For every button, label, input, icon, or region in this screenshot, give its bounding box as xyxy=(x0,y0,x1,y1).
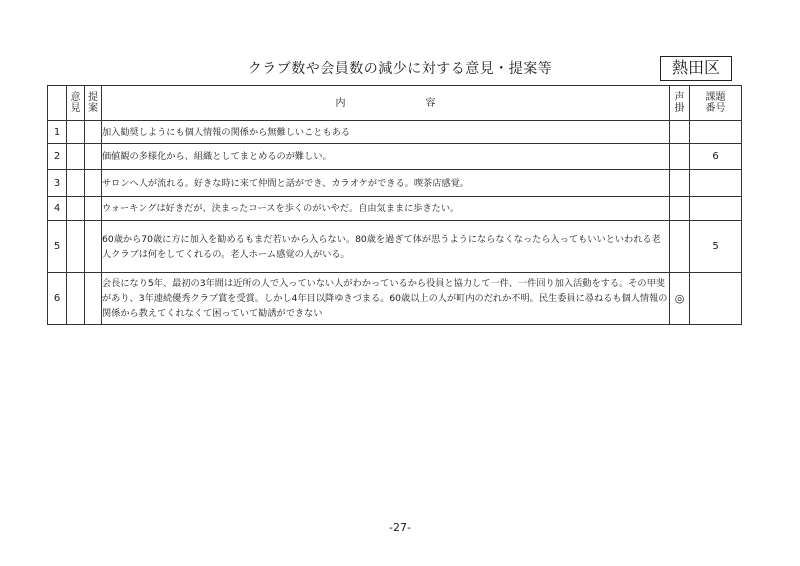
row-content: 加入勧奨しようにも個人情報の関係から無難しいこともある xyxy=(102,121,670,144)
table-row xyxy=(48,221,742,273)
opinion-cell xyxy=(67,221,85,273)
row-number: 3 xyxy=(48,170,67,197)
issue-number xyxy=(690,197,742,221)
table-row xyxy=(48,121,742,144)
voice-mark xyxy=(670,197,690,221)
row-number: 4 xyxy=(48,197,67,221)
page-title: クラブ数や会員数の減少に対する意見・提案等 xyxy=(247,61,553,77)
proposal-cell xyxy=(85,273,102,325)
proposal-cell xyxy=(85,121,102,144)
issue-number xyxy=(690,170,742,197)
table-row xyxy=(48,197,742,221)
row-content: 60歳から70歳に方に加入を勧めるもまだ若いから入らない。80歳を過ぎて体が思うようにならなくなったら入ってもいいといわれる老人クラブは何をしてくれるの。老人ホーム感覚の人がいる。 xyxy=(102,221,670,273)
table-row xyxy=(48,273,742,325)
header-opinion: 意見 xyxy=(67,86,85,121)
opinion-cell xyxy=(67,273,85,325)
row-content: サロンへ人が流れる。好きな時に来て仲間と話ができ、カラオケができる。喫茶店感覚。 xyxy=(102,170,670,197)
header-voice: 声掛 xyxy=(670,86,690,121)
issue-number xyxy=(690,121,742,144)
proposal-cell xyxy=(85,144,102,170)
opinion-cell xyxy=(67,121,85,144)
voice-mark xyxy=(670,221,690,273)
proposal-cell xyxy=(85,170,102,197)
table-row xyxy=(48,170,742,197)
proposal-cell xyxy=(85,197,102,221)
header-number xyxy=(48,86,67,121)
voice-mark xyxy=(670,121,690,144)
row-number: 2 xyxy=(48,144,67,170)
voice-mark: ◎ xyxy=(670,273,690,325)
issue-number: 5 xyxy=(690,221,742,273)
voice-mark xyxy=(670,144,690,170)
header-content: 内 容 xyxy=(102,86,670,121)
table-header-row xyxy=(48,86,742,121)
page-number: -27- xyxy=(389,521,411,534)
row-content: ウォーキングは好きだが、決まったコースを歩くのがいやだ。自由気ままに歩きたい。 xyxy=(102,197,670,221)
header-proposal: 提案 xyxy=(85,86,102,121)
opinion-cell xyxy=(67,144,85,170)
row-number: 5 xyxy=(48,221,67,273)
opinion-cell xyxy=(67,197,85,221)
ward-label: 熱田区 xyxy=(660,56,732,81)
opinion-cell xyxy=(67,170,85,197)
row-content: 価値観の多様化から、組織としてまとめるのが難しい。 xyxy=(102,144,670,170)
row-number: 1 xyxy=(48,121,67,144)
row-content: 会長になり5年、最初の3年間は近所の人で入っていない人がわかっているから役員と協力して一件、一件回り加入活動をする。その甲斐があり、3年連続優秀クラブ賞を受賞。しかし4年目以降ゆきづまる。60歳以上の人が町内のだれか不明。民生委員に尋ねるも個人情報の関係から教えてくれなくて困っていて勧誘ができない xyxy=(102,273,670,325)
voice-mark xyxy=(670,170,690,197)
proposal-cell xyxy=(85,221,102,273)
opinions-table xyxy=(47,85,742,325)
issue-number: 6 xyxy=(690,144,742,170)
issue-number xyxy=(690,273,742,325)
row-number: 6 xyxy=(48,273,67,325)
table-row xyxy=(48,144,742,170)
header-issue-number: 課題番号 xyxy=(690,86,742,121)
